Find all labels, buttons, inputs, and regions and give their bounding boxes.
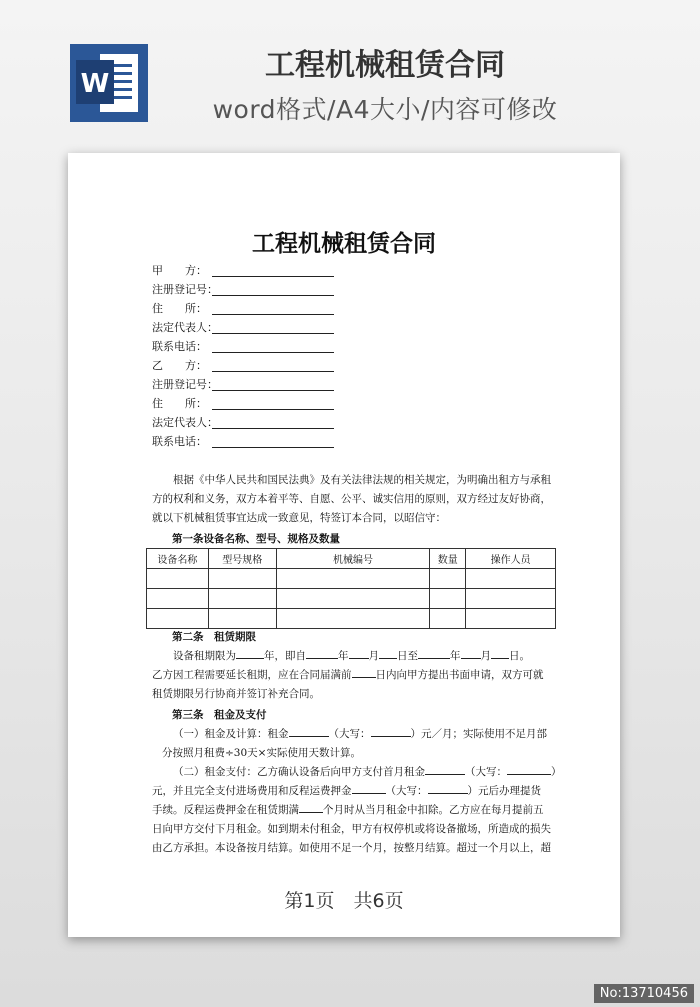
table-header-cell: 型号规格	[208, 549, 276, 569]
table-row	[147, 569, 556, 589]
field-label: 法定代表人：	[152, 321, 218, 334]
table-cell[interactable]	[466, 609, 556, 629]
fill-line[interactable]	[425, 764, 465, 775]
text: 年，即自	[264, 650, 306, 662]
text: （大写：	[465, 766, 507, 778]
fill-line[interactable]	[212, 379, 334, 391]
text: ）元／月；实际使用不足月部	[410, 728, 547, 740]
table-header-cell: 设备名称	[147, 549, 209, 569]
fill-line[interactable]	[461, 648, 481, 659]
fill-line[interactable]	[289, 726, 329, 737]
fill-line[interactable]	[428, 783, 468, 794]
text: 手续。反程运费押金在租赁期满	[152, 804, 299, 816]
fill-line[interactable]	[212, 360, 334, 372]
fill-line[interactable]	[236, 648, 264, 659]
field-party-a	[152, 263, 334, 279]
section-2-body	[152, 647, 544, 704]
fill-line[interactable]	[507, 764, 551, 775]
rent-payment-line	[152, 763, 562, 782]
header-subtitle: word格式/A4大小/内容可修改	[212, 95, 558, 124]
table-cell[interactable]	[466, 569, 556, 589]
table-cell[interactable]	[147, 589, 209, 609]
text: 年	[338, 650, 349, 662]
text: 元，并且完全支付进场费用和反程运费押金	[152, 785, 352, 797]
fill-line[interactable]	[418, 648, 450, 659]
rent-payment-line	[152, 801, 544, 820]
rent-calc-line: 分按照月租费÷30天×实际使用天数计算。	[162, 747, 361, 759]
lease-supplement-line: 租赁期限另行协商并签订补充合同。	[152, 688, 320, 700]
text: 日至	[397, 650, 418, 662]
intro-line: 根据《中华人民共和国民法典》及有关法律法规的相关规定，为明确出租方与承租	[173, 474, 551, 486]
section-3-body	[152, 725, 562, 858]
fill-line[interactable]	[212, 341, 334, 353]
table-cell[interactable]	[147, 569, 209, 589]
intro-line: 就以下机械租赁事宜达成一致意见，特签订本合同，以昭信守：	[152, 512, 446, 524]
field-label: 注册登记号：	[152, 378, 218, 391]
section-1-heading: 第一条设备名称、型号、规格及数量	[172, 533, 340, 545]
text: 月	[368, 650, 379, 662]
text: （一）租金及计算：租金	[173, 728, 289, 740]
table-cell[interactable]	[208, 609, 276, 629]
fill-line[interactable]	[212, 284, 334, 296]
field-label: 联系电话：	[152, 435, 207, 448]
fill-line[interactable]	[299, 802, 323, 813]
field-label: 乙 方：	[152, 359, 207, 372]
table-header-cell: 数量	[430, 549, 466, 569]
page-footer: 第1页 共6页	[284, 890, 404, 912]
field-label: 联系电话：	[152, 340, 207, 353]
text: 个月时从当月租金中扣除。乙方应在每月提前五	[323, 804, 544, 816]
text: 乙方因工程需要延长租期，应在合同届满前	[152, 669, 352, 681]
fill-line[interactable]	[352, 783, 386, 794]
text: 日。	[509, 650, 530, 662]
fill-line[interactable]	[212, 436, 334, 448]
field-address-b	[152, 396, 334, 412]
field-reg-no-a	[152, 282, 334, 298]
equipment-table	[146, 548, 556, 629]
table-cell[interactable]	[466, 589, 556, 609]
field-label: 住 所：	[152, 397, 207, 410]
header-title: 工程机械租赁合同	[265, 48, 505, 83]
text: （大写：	[385, 785, 428, 797]
field-phone-a	[152, 339, 334, 355]
section-2-heading: 第二条 租赁期限	[172, 631, 256, 643]
text: ）元后办理提货	[467, 785, 541, 797]
fill-line[interactable]	[212, 417, 334, 429]
field-party-b	[152, 358, 334, 374]
table-header-cell: 操作人员	[466, 549, 556, 569]
table-cell[interactable]	[276, 589, 430, 609]
field-legal-rep-a	[152, 320, 334, 336]
lease-term-line	[152, 647, 544, 666]
table-cell[interactable]	[276, 569, 430, 589]
rent-payment-line: 由乙方承担。本设备按月结算。如使用不足一个月，按整月结算。超过一个月以上，超	[152, 842, 551, 854]
field-label: 甲 方：	[152, 264, 207, 277]
section-3-heading: 第三条 租金及支付	[172, 709, 267, 721]
fill-line[interactable]	[212, 322, 334, 334]
text: ）	[551, 766, 562, 778]
fill-line[interactable]	[212, 303, 334, 315]
fill-line[interactable]	[379, 648, 397, 659]
field-label: 住 所：	[152, 302, 207, 315]
fill-line[interactable]	[349, 648, 369, 659]
field-phone-b	[152, 434, 334, 450]
image-number-badge: No:13710456	[594, 984, 694, 1003]
intro-line: 方的权利和义务，双方本着平等、自愿、公平、诚实信用的原则，双方经过友好协商，	[152, 493, 551, 505]
lease-extension-line	[152, 666, 544, 685]
field-legal-rep-b	[152, 415, 334, 431]
table-header-row	[147, 549, 556, 569]
table-row	[147, 589, 556, 609]
table-header-cell: 机械编号	[276, 549, 430, 569]
table-cell[interactable]	[147, 609, 209, 629]
table-cell[interactable]	[430, 589, 466, 609]
word-file-icon	[70, 44, 148, 122]
document-page	[68, 153, 620, 937]
field-label: 注册登记号：	[152, 283, 218, 296]
fill-line[interactable]	[491, 648, 509, 659]
table-cell[interactable]	[430, 609, 466, 629]
table-cell[interactable]	[208, 589, 276, 609]
text: 月	[480, 650, 491, 662]
text: （二）租金支付：乙方确认设备后向甲方支付首月租金	[173, 766, 425, 778]
text: 年	[450, 650, 461, 662]
field-label: 法定代表人：	[152, 416, 218, 429]
text: 日内向甲方提出书面申请，双方可就	[375, 669, 544, 681]
table-cell[interactable]	[208, 569, 276, 589]
intro-paragraph	[152, 471, 551, 528]
field-reg-no-b	[152, 377, 334, 393]
text: （大写：	[328, 728, 371, 740]
table-cell[interactable]	[276, 609, 430, 629]
fill-line[interactable]	[306, 648, 338, 659]
table-row	[147, 609, 556, 629]
rent-calc-line	[152, 725, 547, 744]
fill-line[interactable]	[371, 726, 411, 737]
word-icon-letter: W	[80, 69, 110, 99]
fill-line[interactable]	[352, 667, 376, 678]
document-title: 工程机械租赁合同	[252, 230, 436, 257]
field-address-a	[152, 301, 334, 317]
table-cell[interactable]	[430, 569, 466, 589]
fill-line[interactable]	[212, 398, 334, 410]
rent-payment-line	[152, 782, 544, 801]
fill-line[interactable]	[212, 265, 334, 277]
rent-payment-line: 日向甲方交付下月租金。如到期未付租金，甲方有权停机或将设备撤场，所造成的损失	[152, 823, 551, 835]
text: 设备租期限为	[173, 650, 236, 662]
